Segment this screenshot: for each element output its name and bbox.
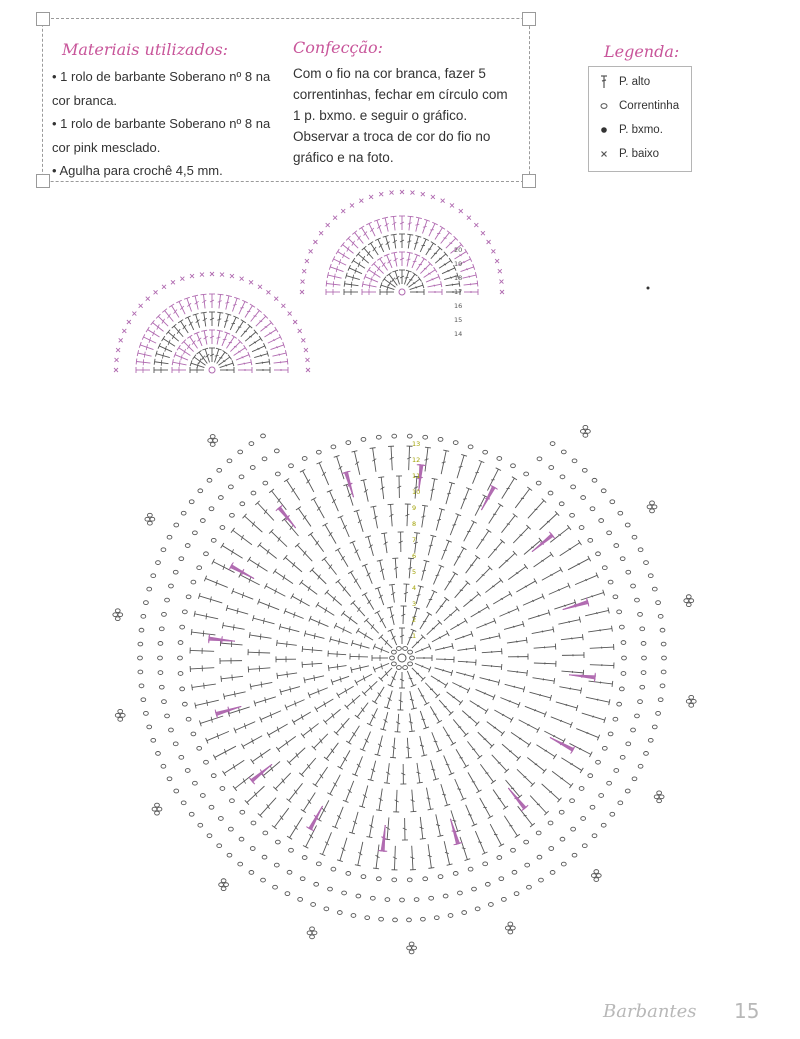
round-label: 13 (412, 440, 421, 448)
confection-text: Com o fio na cor branca, fazer 5 correntinhas, fechar em círculo com 1 p. bxmo. e seguir o gráfico. Observar a troca de cor do fio no gráfico e na foto. (293, 66, 508, 165)
crochet-chart (0, 180, 800, 1000)
legend-label: P. bxmo. (619, 124, 663, 136)
legend-title: Legenda: (604, 42, 680, 61)
slip-stitch-icon (595, 123, 613, 137)
round-label: 11 (412, 472, 421, 480)
top-motif-chart (114, 190, 504, 373)
round-label: 1 (412, 632, 417, 640)
round-number-labels (412, 246, 462, 640)
round-label: 3 (412, 600, 417, 608)
round-label: 4 (412, 584, 417, 592)
chain-icon (595, 99, 613, 113)
round-label: 10 (412, 488, 421, 496)
materials-item: • 1 rolo de barbante Soberano nº 8 na cor pink mesclado. (52, 116, 271, 155)
round-label: 5 (412, 568, 417, 576)
round-label: 7 (412, 536, 417, 544)
legend-row (595, 123, 663, 137)
materials-list (52, 65, 282, 183)
round-label: 20 (454, 246, 463, 254)
footer-brand: Barbantes (603, 1001, 697, 1022)
tall-stitch-icon (595, 75, 613, 89)
materials-item: • Agulha para crochê 4,5 mm. (52, 163, 223, 178)
materials-item: • 1 rolo de barbante Soberano nº 8 na cor branca. (52, 69, 271, 108)
single-crochet-icon (595, 147, 613, 161)
legend-row (595, 99, 679, 113)
round-label: 6 (412, 552, 417, 560)
round-label: 19 (454, 260, 463, 268)
box-corner (522, 12, 536, 26)
round-label: 15 (454, 316, 463, 324)
round-label: 18 (454, 274, 463, 282)
materials-title: Materiais utilizados: (62, 40, 229, 59)
legend-row (595, 75, 650, 89)
round-label: 9 (412, 504, 417, 512)
legend-label: P. alto (619, 76, 651, 88)
legend-label: Correntinha (619, 100, 680, 112)
legend-row (595, 147, 659, 161)
main-doily-chart (113, 287, 696, 954)
round-label: 2 (412, 616, 417, 624)
round-label: 14 (454, 330, 463, 338)
round-label: 8 (412, 520, 417, 528)
legend-label: P. baixo (619, 148, 660, 160)
legend-box (588, 66, 692, 172)
round-label: 12 (412, 456, 421, 464)
box-corner (36, 12, 50, 26)
round-label: 16 (454, 302, 463, 310)
page-number: 15 (734, 999, 760, 1023)
confection-title: Confecção: (293, 38, 384, 57)
round-label: 17 (454, 288, 463, 296)
